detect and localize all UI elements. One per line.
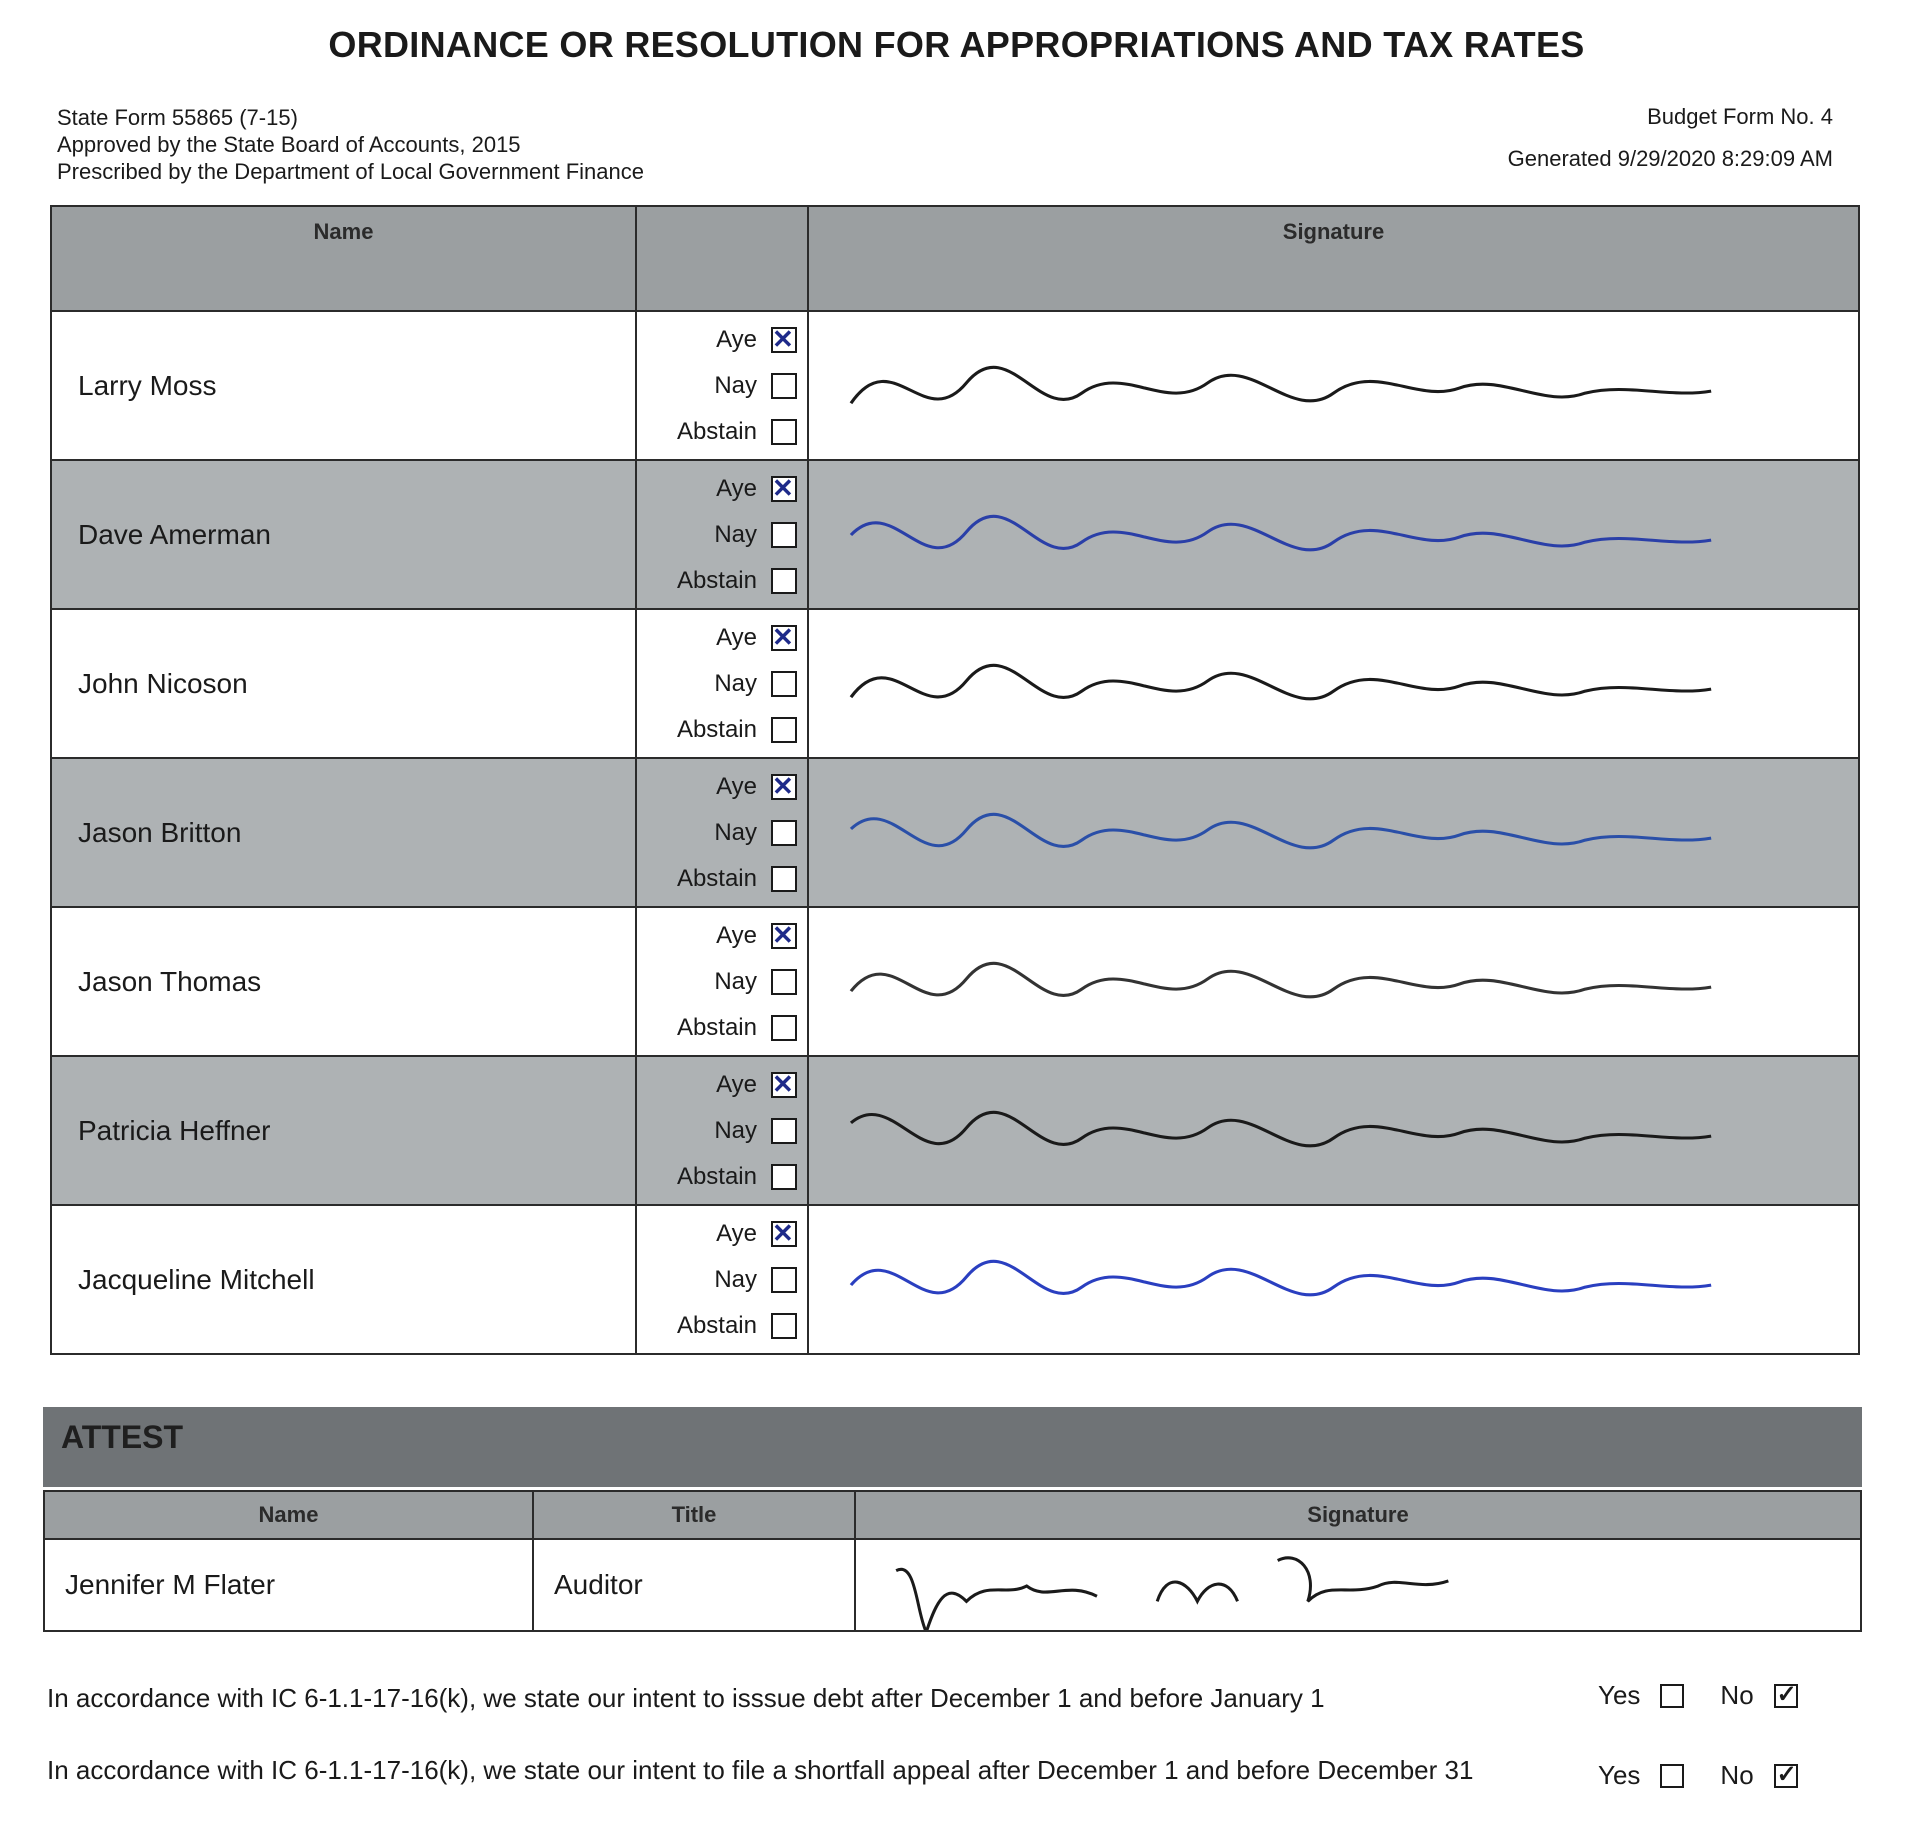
vote-option-label: Nay [714, 371, 757, 399]
vote-option-abstain [637, 558, 807, 604]
no-label: No [1720, 1680, 1754, 1710]
attest-table [43, 1490, 1862, 1632]
vote-option-label: Aye [716, 921, 757, 949]
statement-issue-debt: In accordance with IC 6-1.1-17-16(k), we state our intent to isssue debt after December 1 and before January 1 [47, 1683, 1325, 1713]
attest-header-signature: Signature [855, 1491, 1861, 1539]
vote-checkbox-abstain[interactable] [771, 419, 797, 445]
vote-options [636, 907, 808, 1056]
vote-option-abstain [637, 1005, 807, 1051]
member-name: Larry Moss [51, 311, 636, 460]
vote-checkbox-abstain[interactable] [771, 866, 797, 892]
vote-option-label: Nay [714, 669, 757, 697]
statement-2-choices [1598, 1760, 1834, 1791]
no-checkbox[interactable] [1774, 1684, 1798, 1708]
signature-cell [808, 1205, 1859, 1354]
yes-checkbox[interactable] [1660, 1764, 1684, 1788]
member-name: Jason Thomas [51, 907, 636, 1056]
vote-option-label: Abstain [676, 417, 757, 445]
vote-table-header [51, 206, 1859, 311]
vote-checkbox-nay[interactable] [771, 373, 797, 399]
vote-option-label: Nay [714, 967, 757, 995]
attest-heading: ATTEST [43, 1407, 1862, 1487]
vote-checkbox-nay[interactable] [771, 1118, 797, 1144]
member-name: John Nicoson [51, 609, 636, 758]
signature-cell [808, 907, 1859, 1056]
vote-option-label: Abstain [676, 715, 757, 743]
vote-option-nay [637, 363, 807, 409]
no-checkbox[interactable] [1774, 1764, 1798, 1788]
vote-options [636, 1205, 808, 1354]
vote-option-abstain [637, 409, 807, 455]
state-form-number: State Form 55865 (7-15) [57, 105, 298, 130]
attest-header-name: Name [44, 1491, 533, 1539]
signature-cell [808, 609, 1859, 758]
vote-checkbox-aye[interactable] [771, 774, 797, 800]
signature-cell [808, 758, 1859, 907]
signature-cell [808, 311, 1859, 460]
signature-cell [808, 460, 1859, 609]
vote-option-nay [637, 1257, 807, 1303]
vote-checkbox-aye[interactable] [771, 1221, 797, 1247]
vote-row [51, 609, 1859, 758]
vote-checkbox-nay[interactable] [771, 522, 797, 548]
vote-options [636, 460, 808, 609]
vote-checkbox-abstain[interactable] [771, 1164, 797, 1190]
vote-option-label: Abstain [676, 1311, 757, 1339]
vote-option-label: Nay [714, 1116, 757, 1144]
signature-image [809, 312, 1858, 459]
statement-shortfall-appeal: In accordance with IC 6-1.1-17-16(k), we state our intent to file a shortfall appeal after December 1 and before December 31 [47, 1755, 1474, 1785]
prescribed-note: Prescribed by the Department of Local Government Finance [57, 159, 644, 184]
vote-option-aye [637, 317, 807, 363]
form-meta [1508, 96, 1833, 180]
member-name: Jason Britton [51, 758, 636, 907]
signature-image [809, 1057, 1858, 1204]
column-header-signature: Signature [808, 206, 1859, 311]
signature-image [809, 759, 1858, 906]
vote-option-label: Aye [716, 1070, 757, 1098]
vote-option-nay [637, 512, 807, 558]
signature-image [809, 610, 1858, 757]
vote-option-label: Aye [716, 325, 757, 353]
vote-option-aye [637, 1211, 807, 1257]
attest-name: Jennifer M Flater [44, 1539, 533, 1631]
vote-row [51, 758, 1859, 907]
vote-option-label: Abstain [676, 864, 757, 892]
vote-checkbox-aye[interactable] [771, 1072, 797, 1098]
vote-row [51, 460, 1859, 609]
vote-options [636, 311, 808, 460]
vote-option-label: Aye [716, 772, 757, 800]
vote-checkbox-nay[interactable] [771, 969, 797, 995]
attest-row [44, 1539, 1861, 1631]
vote-option-abstain [637, 707, 807, 753]
approval-note: Approved by the State Board of Accounts, 2015 [57, 132, 521, 157]
vote-checkbox-nay[interactable] [771, 820, 797, 846]
vote-option-abstain [637, 1303, 807, 1349]
vote-option-label: Aye [716, 1219, 757, 1247]
vote-option-aye [637, 615, 807, 661]
vote-checkbox-abstain[interactable] [771, 717, 797, 743]
member-name: Dave Amerman [51, 460, 636, 609]
vote-options [636, 1056, 808, 1205]
vote-row [51, 311, 1859, 460]
vote-checkbox-nay[interactable] [771, 1267, 797, 1293]
page-title: ORDINANCE OR RESOLUTION FOR APPROPRIATIONS AND TAX RATES [328, 24, 1585, 65]
vote-option-abstain [637, 1154, 807, 1200]
attest-title: Auditor [533, 1539, 855, 1631]
attest-table-header [44, 1491, 1861, 1539]
attest-signature-cell [855, 1539, 1861, 1631]
vote-checkbox-abstain[interactable] [771, 568, 797, 594]
attest-signature-image [856, 1540, 1860, 1630]
vote-options [636, 758, 808, 907]
vote-option-label: Abstain [676, 566, 757, 594]
vote-option-nay [637, 810, 807, 856]
vote-option-nay [637, 661, 807, 707]
vote-checkbox-aye[interactable] [771, 327, 797, 353]
yes-checkbox[interactable] [1660, 1684, 1684, 1708]
vote-option-label: Nay [714, 818, 757, 846]
vote-table [50, 205, 1860, 1355]
member-name: Patricia Heffner [51, 1056, 636, 1205]
vote-checkbox-nay[interactable] [771, 671, 797, 697]
vote-checkbox-abstain[interactable] [771, 1015, 797, 1041]
yes-label: Yes [1598, 1760, 1641, 1790]
vote-option-label: Abstain [676, 1162, 757, 1190]
vote-option-aye [637, 466, 807, 512]
vote-checkbox-aye[interactable] [771, 476, 797, 502]
column-header-vote [636, 206, 808, 311]
vote-checkbox-abstain[interactable] [771, 1313, 797, 1339]
vote-row [51, 1056, 1859, 1205]
statement-1-choices [1598, 1680, 1834, 1711]
member-name: Jacqueline Mitchell [51, 1205, 636, 1354]
budget-form-number: Budget Form No. 4 [1647, 104, 1833, 129]
signature-image [809, 1206, 1858, 1353]
vote-option-aye [637, 913, 807, 959]
vote-row [51, 1205, 1859, 1354]
vote-option-label: Abstain [676, 1013, 757, 1041]
vote-table-body [51, 311, 1859, 1354]
column-header-name: Name [51, 206, 636, 311]
no-label: No [1720, 1760, 1754, 1790]
signature-cell [808, 1056, 1859, 1205]
vote-option-nay [637, 1108, 807, 1154]
vote-row [51, 907, 1859, 1056]
vote-option-aye [637, 764, 807, 810]
generated-timestamp: Generated 9/29/2020 8:29:09 AM [1507, 146, 1833, 171]
vote-options [636, 609, 808, 758]
vote-option-label: Aye [716, 474, 757, 502]
signature-image [809, 908, 1858, 1055]
attest-header-title: Title [533, 1491, 855, 1539]
vote-option-label: Aye [716, 623, 757, 651]
signature-image [809, 461, 1858, 608]
yes-label: Yes [1598, 1680, 1641, 1710]
vote-option-label: Nay [714, 520, 757, 548]
vote-option-nay [637, 959, 807, 1005]
vote-option-label: Nay [714, 1265, 757, 1293]
vote-option-abstain [637, 856, 807, 902]
vote-option-aye [637, 1062, 807, 1108]
form-info [57, 104, 644, 185]
vote-checkbox-aye[interactable] [771, 625, 797, 651]
vote-checkbox-aye[interactable] [771, 923, 797, 949]
